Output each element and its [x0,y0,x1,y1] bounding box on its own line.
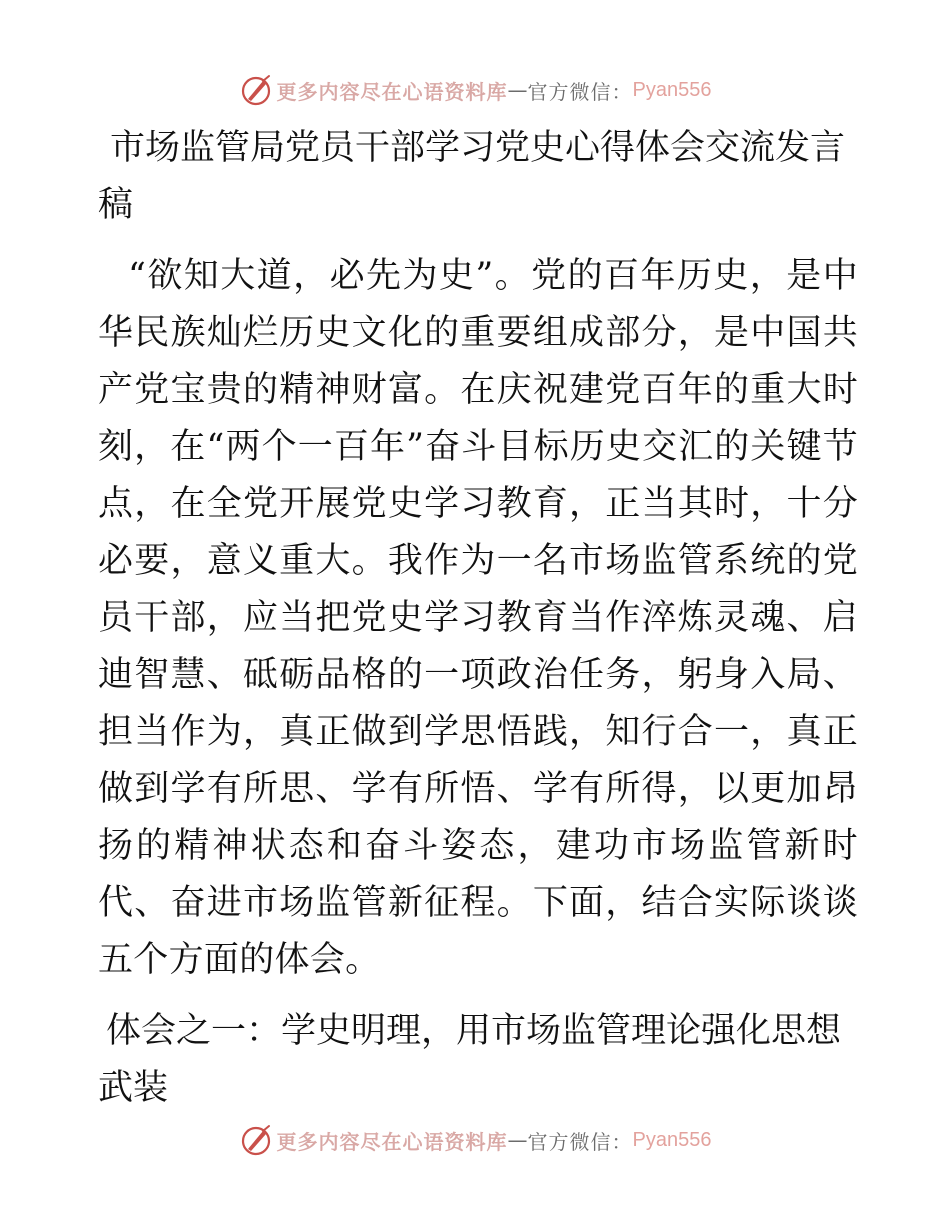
body-paragraph: “欲知大道，必先为史”。党的百年历史，是中华民族灿烂历史文化的重要组成部分，是中国共产党宝贵的精神财富。在庆祝建党百年的重大时刻，在“两个一百年”奋斗目标历史交汇的关键节点，在全党开展党史学习教育，正当其时，十分必要，意义重大。我作为一名市场监管系统的党员干部，应当把党史学习教育当作淬炼灵魂、启迪智慧、砥砺品格的一项政治任务，躬身入局、担当作为，真正做到学思悟践，知行合一，真正做到学有所思、学有所悟、学有所得，以更加昂扬的精神状态和奋斗姿态，建功市场监管新时代、奋进市场监管新征程。下面，结合实际谈谈五个方面的体会。 [98,256,858,980]
section-heading: 体会之一：学史明理，用市场监管理论强化思想武装 [98,1011,842,1108]
footer-watermark [0,1120,950,1160]
document-body [98,120,858,1117]
watermark-site-text: 更多内容尽在心语资料库 [276,79,508,104]
quill-pen-logo-icon [239,1123,273,1157]
watermark-separator: — [507,1128,528,1152]
watermark-wechat-id: Pyan556 [632,1128,712,1151]
document-title: 市场监管局党员干部学习党史心得体会交流发言稿 [98,128,846,225]
watermark-wechat-id: Pyan556 [632,78,712,101]
watermark-wechat-label: 官方微信： [527,79,633,104]
watermark-separator: — [507,78,528,102]
watermark-site-text: 更多内容尽在心语资料库 [276,1129,508,1154]
header-watermark [0,70,950,110]
quill-pen-logo-icon [239,73,273,107]
watermark-wechat-label: 官方微信： [527,1129,633,1154]
